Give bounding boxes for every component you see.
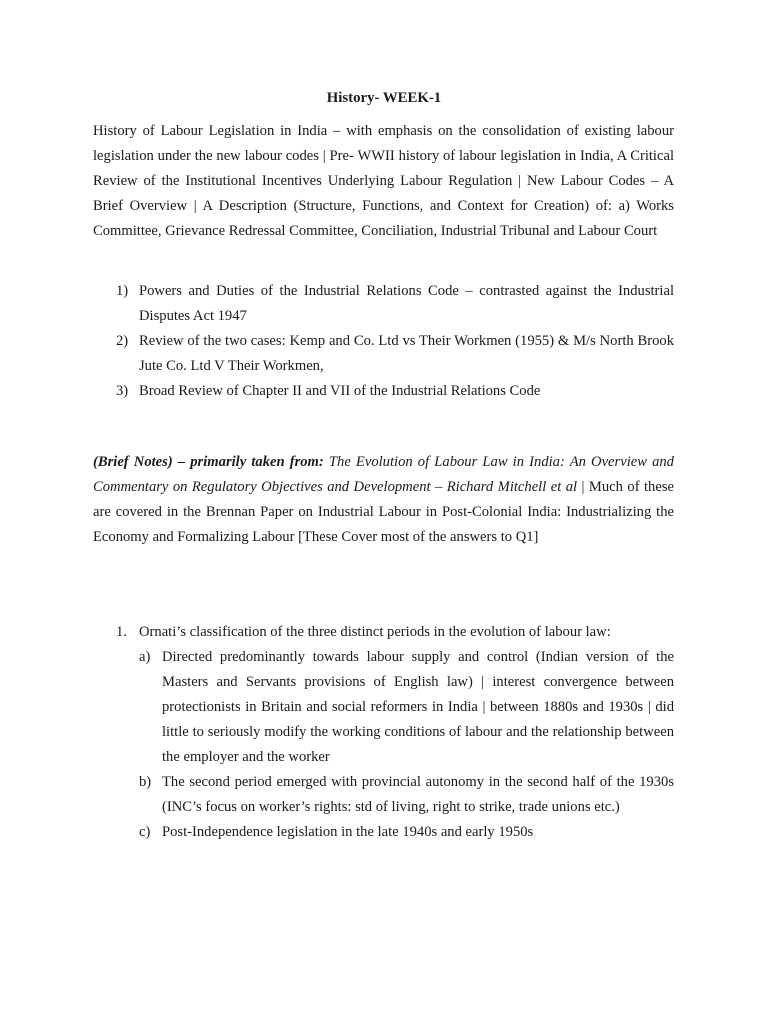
topic-list [93, 279, 674, 404]
topic-item [93, 379, 674, 404]
sub-point-item [139, 645, 674, 770]
main-point-text: Ornati’s classification of the three distinct periods in the evolution of labour law: [139, 624, 611, 640]
main-points-list [93, 620, 674, 845]
sub-point-number: c) [139, 824, 151, 840]
sub-point-number: a) [139, 649, 151, 665]
notes-paragraph [93, 450, 674, 550]
topic-text: Powers and Duties of the Industrial Relations Code – contrasted against the Industrial Disputes Act 1947 [139, 283, 674, 324]
intro-paragraph: History of Labour Legislation in India – with emphasis on the consolidation of existing labour legislation under the new labour codes | Pre- WWII history of labour legislation in India, A Critical Review of the Institutional Incentives Underlying Labour Regulation | New Labour Codes – A Brief Overview | A Description (Structure, Functions, and Context for Creation) of: a) Works Committee, Grievance Redressal Committee, Conciliation, Industrial Tribunal and Labour Court [93, 123, 674, 239]
topic-text: Broad Review of Chapter II and VII of the Industrial Relations Code [139, 383, 541, 399]
topic-number: 3) [116, 383, 129, 399]
notes-label: (Brief Notes) – primarily taken from: [93, 454, 324, 470]
topic-number: 1) [116, 283, 129, 299]
sub-point-list [139, 645, 674, 845]
main-point-item [93, 620, 674, 845]
sub-point-item [139, 770, 674, 820]
sub-point-text: Directed predominantly towards labour supply and control (Indian version of the Masters and Servants provisions of English law) | interest convergence between protectionists in Britain and social reformers in India | between 1880s and 1930s | did little to seriously modify the working conditions of labour and the relationship between the employer and the worker [162, 649, 674, 765]
sub-point-number: b) [139, 774, 152, 790]
topic-text: Review of the two cases: Kemp and Co. Ltd vs Their Workmen (1955) & M/s North Brook Jute Co. Ltd V Their Workmen, [139, 333, 674, 374]
sub-point-text: Post-Independence legislation in the late 1940s and early 1950s [162, 824, 534, 840]
sub-point-text: The second period emerged with provincial autonomy in the second half of the 1930s (INC’s focus on worker’s rights: std of living, right to strike, trade unions etc.) [162, 774, 674, 815]
notes-source-title: The Evolution of Labour Law in India: An Overview and Commentary on Regulatory Objectives and Development – Richard Mitchell et al [93, 454, 674, 495]
sub-point-item [139, 820, 674, 845]
notes-remark: | Much of these are covered in the Brennan Paper on Industrial Labour in Post-Colonial India: Industrializing the Economy and Formalizing Labour [These Cover most of the answers to Q1] [93, 479, 674, 545]
topic-item [93, 329, 674, 379]
page-title: History- WEEK-1 [326, 90, 442, 106]
topic-item [93, 279, 674, 329]
main-point-number: 1. [116, 624, 127, 640]
topic-number: 2) [116, 333, 129, 349]
